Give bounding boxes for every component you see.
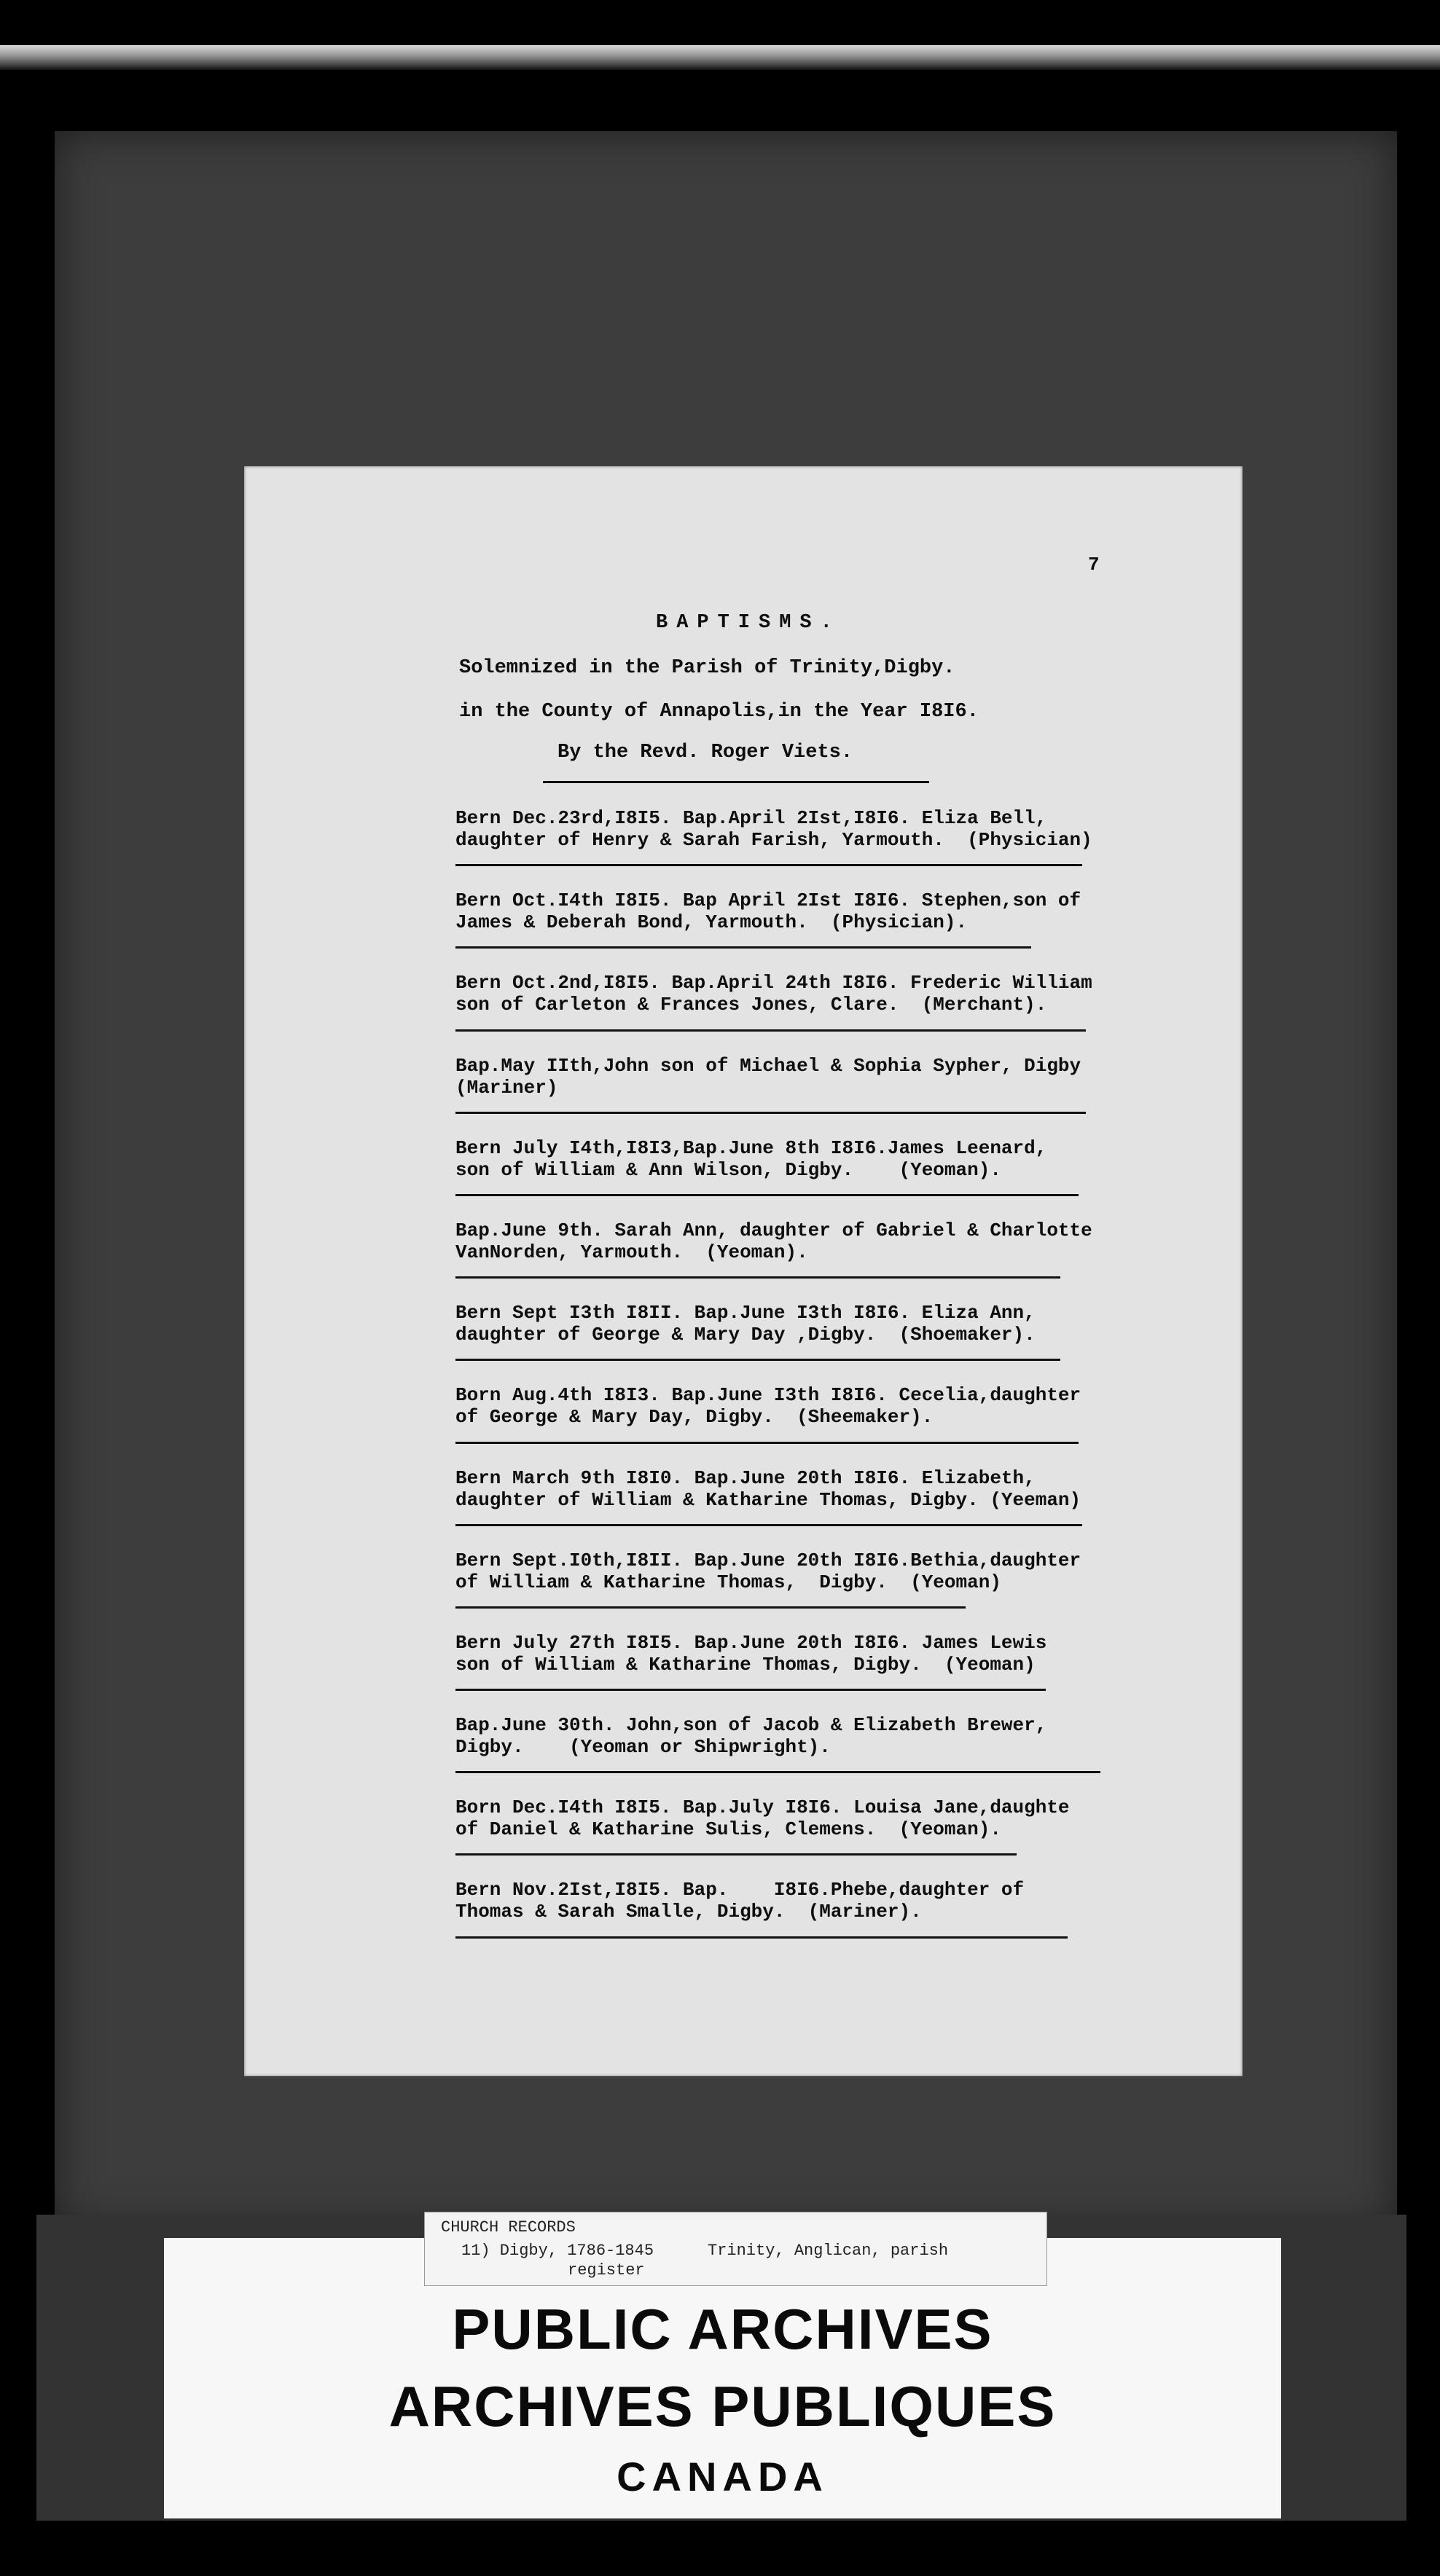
entry-text: Bern Nov.2Ist,I8I5. Bap. I8I6.Phebe,daughter of Thomas & Sarah Smalle, Digby. (Mariner). xyxy=(455,1879,1025,1923)
header-line-parish: Solemnized in the Parish of Trinity,Digby. xyxy=(459,657,955,679)
entry-text: Bern Oct.2nd,I8I5. Bap.April 24th I8I6. Frederic William son of Carleton & Frances Jones, Clare. (Merchant). xyxy=(455,972,1092,1016)
entry-divider xyxy=(455,1359,1060,1361)
catalog-label xyxy=(424,2212,1047,2286)
archives-title-french: ARCHIVES PUBLIQUES xyxy=(388,2374,1057,2438)
baptism-entry xyxy=(455,1873,1228,1955)
entry-divider xyxy=(455,1524,1082,1526)
entry-text: Bap.May IIth,John son of Michael & Sophia Sypher, Digby (Mariner) xyxy=(455,1054,1081,1099)
catalog-label-description: Trinity, Anglican, parish xyxy=(708,2242,949,2260)
header-line-county: in the County of Annapolis,in the Year I8I6. xyxy=(459,701,979,723)
entry-divider xyxy=(455,1194,1079,1196)
register-page xyxy=(244,466,1243,2076)
catalog-label-series: 11) Digby, 1786-1845 xyxy=(461,2242,654,2260)
baptism-entry xyxy=(455,1708,1228,1791)
entry-divider xyxy=(455,946,1031,949)
entry-text: Bern Dec.23rd,I8I5. Bap.April 2Ist,I8I6. Eliza Bell, daughter of Henry & Sarah Farish, Yarmouth. (Physician) xyxy=(455,807,1092,851)
entry-text: Bern Oct.I4th I8I5. Bap April 2Ist I8I6. Stephen,son of James & Deberah Bond, Yarmouth. (Physician). xyxy=(455,890,1081,934)
entry-divider xyxy=(455,1936,1068,1939)
page-number: 7 xyxy=(1088,554,1100,576)
entry-text: Bern Sept.I0th,I8II. Bap.June 20th I8I6.Bethia,daughter of William & Katharine Thomas, Digby. (Yeoman) xyxy=(455,1549,1081,1593)
entry-text: Born Aug.4th I8I3. Bap.June I3th I8I6. Cecelia,daughter of George & Mary Day, Digby. (Sheemaker). xyxy=(455,1384,1081,1429)
baptism-entry xyxy=(455,1131,1228,1214)
film-top-strip xyxy=(0,45,1440,70)
entry-divider xyxy=(455,864,1082,866)
baptism-entry xyxy=(455,884,1228,966)
baptism-entry xyxy=(455,1544,1228,1626)
entry-text: Bern March 9th I8I0. Bap.June 20th I8I6. Elizabeth, daughter of William & Katharine Thomas, Digby. (Yeeman) xyxy=(455,1466,1081,1511)
catalog-label-type: register xyxy=(568,2261,645,2279)
entry-divider xyxy=(455,1276,1060,1279)
header-divider xyxy=(543,781,929,783)
entry-divider xyxy=(455,1606,966,1609)
entry-divider xyxy=(455,1442,1079,1444)
entry-text: Bap.June 9th. Sarah Ann, daughter of Gabriel & Charlotte VanNorden, Yarmouth. (Yeoman). xyxy=(455,1219,1092,1263)
entry-text: Born Dec.I4th I8I5. Bap.July I8I6. Louisa Jane,daughte of Daniel & Katharine Sulis, Clemens. (Yeoman). xyxy=(455,1796,1070,1841)
baptism-entry xyxy=(455,966,1228,1048)
baptism-entry xyxy=(455,1296,1228,1378)
entry-divider xyxy=(455,1689,1046,1691)
page-title: BAPTISMS. xyxy=(656,612,841,634)
entry-divider xyxy=(455,1112,1086,1114)
entry-divider xyxy=(455,1853,1017,1856)
entry-divider xyxy=(455,1029,1086,1032)
baptism-entry xyxy=(455,801,1228,884)
archives-country: CANADA xyxy=(617,2454,829,2500)
baptism-entry xyxy=(455,1049,1228,1131)
entry-divider xyxy=(455,1771,1100,1773)
entry-text: Bern July I4th,I8I3,Bap.June 8th I8I6.James Leenard, son of William & Ann Wilson, Digby. (Yeoman). xyxy=(455,1136,1047,1181)
header-line-minister: By the Revd. Roger Viets. xyxy=(557,742,853,763)
baptism-entry xyxy=(455,1626,1228,1708)
baptism-entry xyxy=(455,1791,1228,1873)
baptism-entry xyxy=(455,1461,1228,1544)
baptism-entry xyxy=(455,1214,1228,1296)
entry-text: Bern July 27th I8I5. Bap.June 20th I8I6. James Lewis son of William & Katharine Thomas, Digby. (Yeoman) xyxy=(455,1631,1047,1676)
catalog-label-category: CHURCH RECORDS xyxy=(441,2218,576,2237)
entry-text: Bern Sept I3th I8II. Bap.June I3th I8I6. Eliza Ann, daughter of George & Mary Day ,Digby. (Shoemaker). xyxy=(455,1302,1036,1346)
entry-text: Bap.June 30th. John,son of Jacob & Elizabeth Brewer, Digby. (Yeoman or Shipwright). xyxy=(455,1714,1047,1759)
baptism-entries xyxy=(455,801,1228,1956)
baptism-entry xyxy=(455,1378,1228,1461)
archives-title-english: PUBLIC ARCHIVES xyxy=(452,2297,993,2361)
